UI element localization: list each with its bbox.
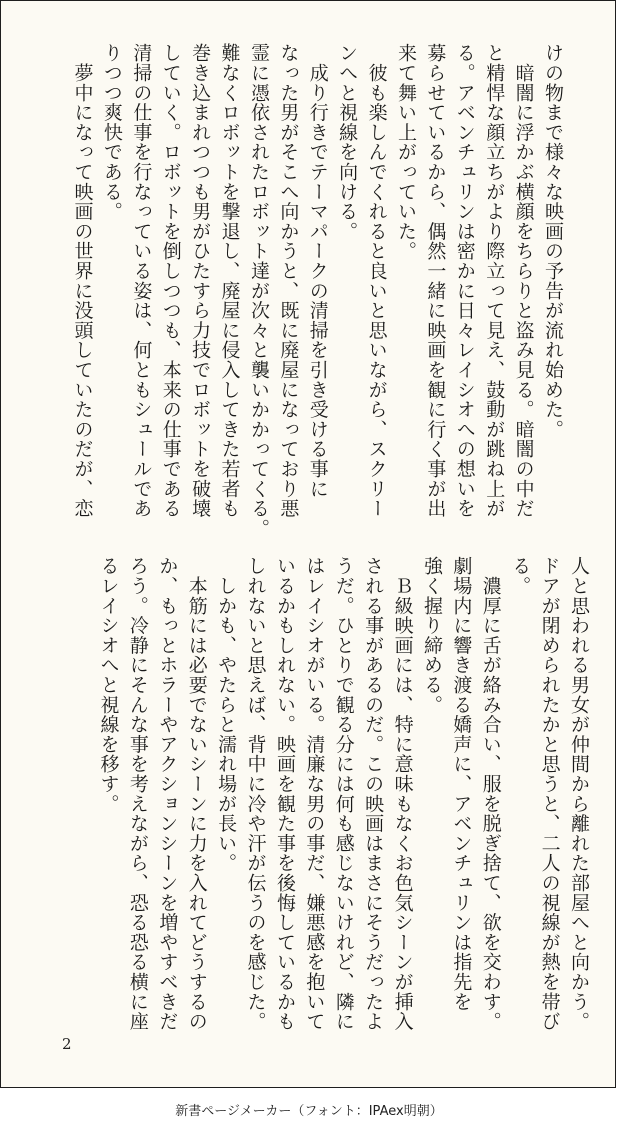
text-line: なった男がそこへ向かうと、既に廃屋になっており悪 (277, 43, 300, 519)
text-line: る。アベンチュリンは密かに日々レイシオへの想いを (453, 43, 476, 519)
text-line: りつつ爽快である。 (100, 43, 123, 222)
text-line: 巻き込まれつつも男がひたすら力技でロボットを破壊 (189, 43, 212, 519)
text-block-bottom (93, 556, 593, 1036)
text-line: 難なくロボットを撃退し、廃屋に侵入してきた若者も (218, 43, 241, 519)
text-line: 彼も楽しんでくれると良いと思いながら、スクリー (365, 43, 388, 519)
text-line: 濃厚に舌が絡み合い、服を脱ぎ捨て、欲を交わす。 (479, 556, 502, 1032)
footer-credit: 新書ページメーカー（フォント：IPAex明朝） (175, 1104, 443, 1119)
text-line: 成り行きでテーマパークの清掃を引き受ける事に (306, 43, 329, 499)
text-line: ろう。冷静にそんな事を考えながら、恐る恐る横に座 (126, 556, 149, 1032)
text-line: 清掃の仕事を行なっている姿は、何ともシュールであ (130, 43, 153, 519)
page-number: 2 (62, 1035, 72, 1053)
text-line: 劇場内に響き渡る嬌声に、アベンチュリンは指先を (450, 556, 473, 1012)
text-line: 人と思われる男女が仲間から離れた部屋へと向かう。 (568, 556, 590, 1032)
text-line: 来て舞い上がっていた。 (394, 43, 417, 261)
text-line: 募らせているから、偶然一緒に映画を観に行く事が出 (424, 43, 447, 519)
text-line: はレイシオがいる。清廉な男の事だ、嫌悪感を抱いて (303, 556, 326, 1032)
text-line: 霊に憑依されたロボット達が次々と襲いかかってくる。 (247, 43, 270, 538)
text-line: 強く握り締める。 (420, 556, 443, 715)
text-line: けの物まで様々な映画の予告が流れ始めた。 (542, 43, 564, 439)
text-line: しれないと思えば、背中に冷や汗が伝うのを感じた。 (244, 556, 267, 1032)
text-line: うだ。ひとりで観る分には何も感じないけれど、隣に (332, 556, 355, 1032)
text-line: 本筋には必要でないシーンに力を入れてどうするの (185, 556, 208, 1032)
text-block-top (67, 43, 567, 538)
text-line: か、もっとホラーやアクションシーンを増やすべきだ (156, 556, 179, 1032)
text-line: しかも、やたらと濡れ場が長い。 (215, 556, 238, 873)
text-line: 夢中になって映画の世界に没頭していたのだが、恋 (71, 43, 94, 519)
text-line: 暗闇に浮かぶ横顔をちらりと盗み見る。暗闇の中だ (512, 43, 535, 519)
text-line: と精悍な顔立ちがより際立って見え、鼓動が跳ね上が (483, 43, 506, 519)
text-line: される事があるのだ。この映画はまさにそうだったよ (362, 556, 385, 1032)
text-line: していく。ロボットを倒しつつも、本来の仕事である (159, 43, 182, 519)
text-line: いるかもしれない。映画を観た事を後悔しているかも (273, 556, 296, 1032)
text-line: ンへと視線を向ける。 (336, 43, 359, 241)
text-line: ドアが閉められたかと思うと、二人の視線が熱を帯び (538, 556, 561, 1032)
text-line: Ｂ級映画には、特に意味もなくお色気シーンが挿入 (391, 556, 414, 1032)
text-line: る。 (509, 556, 532, 596)
text-line: るレイシオへと視線を移す。 (97, 556, 120, 814)
